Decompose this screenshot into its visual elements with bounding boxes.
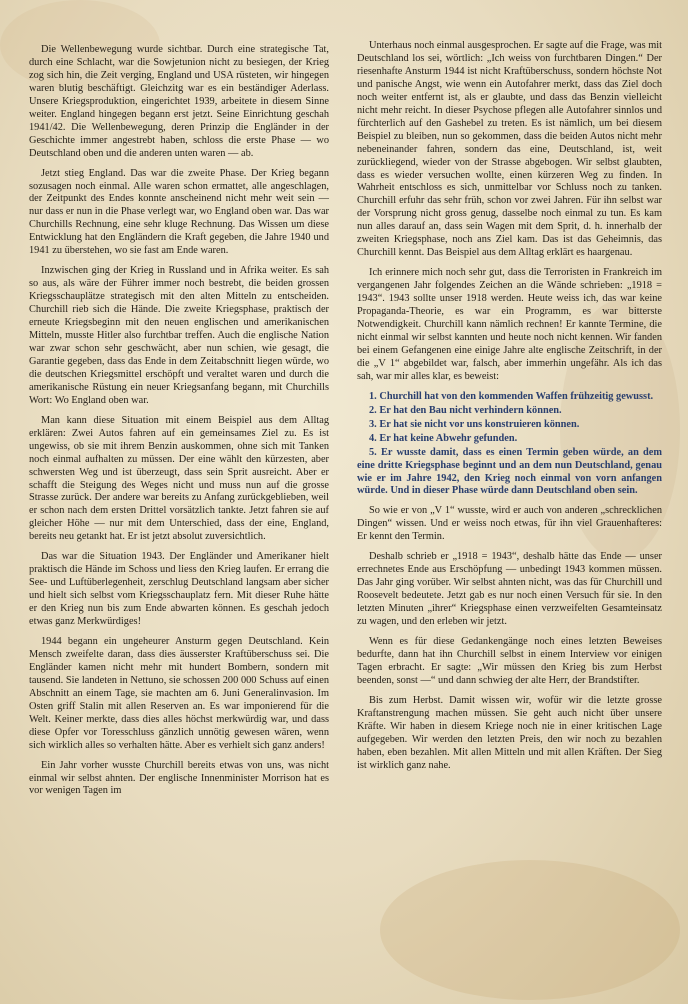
paragraph: So wie er von „V 1“ wusste, wird er auch von anderen „schrecklichen Dingen“ wissen. Und er weiss noch etwas, für ihn viel Grauenhafteres: Er kennt den Termin. bbox=[357, 505, 662, 543]
left-column bbox=[29, 44, 329, 805]
paragraph: Das war die Situation 1943. Der Engländer und Amerikaner hielt praktisch die Hände im Schoss und liess den Krieg laufen. Er errang die See- und Luftüberlegenheit, zerschlug Deutschland langsam aber sicher und hielt sich selbst vom Kriegsschauplatz fern. Mit dieser Ruhe hätte er den Krieg nun bis zum Ende abwarten können. Es geschah jedoch etwas ganz Merkwürdiges! bbox=[29, 551, 329, 628]
proof-list-item: 4. Er hat keine Abwehr gefunden. bbox=[369, 432, 518, 444]
paragraph: 1944 begann ein ungeheurer Ansturm gegen Deutschland. Kein Mensch zweifelte daran, dass dies äusserster Kraftüberschuss sei. Die Engländer kamen nicht mehr mit hundert Bombern, sondern mit tausend. Sie landeten in Nettuno, sie schossen 200 000 Schuss auf einen Abschnitt an einem Tage, sie machten am 6. Juni Generalinvasion. Im Osten griff Stalin mit allen Reserven an. Es war imponierend für die Welt. Keiner merkte, dass dies alles höchst merkwürdig war, und dass diese Opfer vor Toresschluss gänzlich unnötig gewesen wären, wenn sich wirklich alles so verhalten hätte. Aber es verhielt sich ganz anders! bbox=[29, 635, 329, 751]
paper-stain bbox=[380, 860, 680, 1000]
paragraph: Ein Jahr vorher wusste Churchill bereits etwas von uns, was nicht einmal wir selbst ahnten. Der englische Innenminister Morrison hat es vor wenigen Tagen im bbox=[29, 759, 329, 797]
proof-list-item: 2. Er hat den Bau nicht verhindern können. bbox=[369, 404, 562, 416]
paragraph: Inzwischen ging der Krieg in Russland und in Afrika weiter. Es sah so aus, als wäre der Führer immer noch bestrebt, die beiden grossen Kriegsschauplätze strategisch mit den alten Mitteln zu entscheiden. Churchill rieb sich die Hände. Die zweite Kriegsphase, praktisch der erneute Kriegsbeginn mit den neuen englischen und amerikanischen Mitteln, musste Hitler also furchtbar treffen. Auch die englische Nation war zwar schon sehr geschwächt, aber nun schien, wie gesagt, die Garantie gegeben, dass das Ende in dem Zeitabschnitt liegen würde, wo die deutschen Kriegsmittel erschöpft und veraltet waren und durch die amerikanische Rüstung ein neuer Kriegsanfang begann, mit Churchills Wort: Wo England oben war. bbox=[29, 265, 329, 406]
paragraph: Wenn es für diese Gedankengänge noch eines letzten Beweises bedurfte, dann hat ihn Churchill selbst in einem Interview vor einigen Tagen erbracht. Er sagte: „Wir müssen den Krieg bis zum Herbst beenden, sonst —“ und dann schwieg der alte Herr, der Brandstifter. bbox=[357, 635, 662, 686]
right-column bbox=[357, 40, 662, 780]
proof-list-item: 1. Churchill hat von den kommenden Waffen frühzeitig gewusst. bbox=[369, 390, 654, 402]
paragraph: Deshalb schrieb er „1918 = 1943“, deshalb hätte das Ende — unser errechnetes Ende aus Erschöpfung — unbedingt 1943 kommen müssen. Das Jahr ging vorüber. Wir selbst ahnten nicht, was das für Churchill und Roosevelt bedeutete. Jetzt gab es nur noch einen Versuch für sie. In den letzten Minuten „ihrer“ Kriegsphase einen verzweifelten Gesamteinsatz zu wagen, und den erleben wir jetzt. bbox=[357, 551, 662, 628]
paragraph: Unterhaus noch einmal ausgesprochen. Er sagte auf die Frage, was mit Deutschland los sei, wörtlich: „Ich weiss von furchtbaren Dingen.“ Der riesenhafte Ansturm 1944 ist nicht Kraftüberschuss, sondern höchste Not und panische Angst, wie wenn ein Autofahrer merkt, dass das Ziel doch noch weiter entfernt ist, als er glaubte, und dass das Benzin vielleicht nicht mehr reicht. In dieser Psychose pflegen alle Autofahrer sinnlos und fürchterlich auf den Gashebel zu treten. Es ist nämlich, um bei diesem Beispiel zu bleiben, nun so gekommen, dass die beiden Autos nicht mehr nebeneinander fahren, sondern das eine, Deutschland, ist, weit zurückliegend, wieder von der Strasse abgebogen. Wir selbst glaubten, dass es wieder versuchen wollte, einen kürzeren Weg zu finden. In Wahrheit entschloss es sich, unmittelbar vor Schluss noch zu tanken. Churchill erfuhr das sehr früh, schon vor zwei Jahren. Für ihn selbst war der Vorsprung nicht gross genug, dasselbe noch einmal zu tun. Es kam nun alles darauf an, dass sein Wagen mit dem Sprit, d. h. innerhalb der zweiten Kriegsphase, noch ans Ziel kam. Das ist das Geheimnis, das Churchill kennt. Das Beispiel aus dem Alltag erklärt es haargenau. bbox=[357, 40, 662, 259]
paragraph: Die Wellenbewegung wurde sichtbar. Durch eine strategische Tat, durch eine Schlacht, war die Sowjetunion nicht zu besiegen, der Krieg zog sich hin, die Zeit verging, England und USA rüsteten, wir hingegen waren blutig beschäftigt. Gleichzitg war es ein beständiger Aderlass. Unsere Kriegsproduktion, eingerichtet 1939, arbeitete in diesem Sinne weiter. England hingegen begann erst jetzt. Seine Einrichtung geschah 1941/42. Die Wellenbewegung, deren Prinzip die Engländer in der Geschichte immer angestrebt haben, schloss die erste Phase — wo Deutschland oben und die anderen unten waren — ab. bbox=[29, 44, 329, 159]
paragraph: Ich erinnere mich noch sehr gut, dass die Terroristen in Frankreich im vergangenen Jahr folgendes Zeichen an die Wände schrieben: „1918 = 1943“. 1943 sollte unser 1918 werden. Heute weiss ich, das war keine Propaganda-Theorie, es war ein Programm, es war bitterste Notwendigkeit. Churchill kann nämlich rechnen! Er kannte Termine, die nicht einmal wir selbst kannten und heute noch nicht kennen. Wir fanden bei einem Gefangenen eine einige Jahre alte englische Zeitschrift, in der die „V 1“ abgebildet war, falsch, aber immerhin ungefähr. Als ich das sah, war mir alles klar, es beweist: bbox=[357, 267, 662, 382]
proof-list-item: 3. Er hat sie nicht vor uns konstruieren können. bbox=[369, 418, 580, 430]
paragraph: Man kann diese Situation mit einem Beispiel aus dem Alltag erklären: Zwei Autos fahren auf ein gemeinsames Ziel zu. Es ist ungewiss, ob sie mit ihrem Benzin auskommen, ohne sich mit Tanken noch einmal aufhalten zu müssen. Der eine wählt den kürzesten, aber schwersten Weg und ist überzeugt, dass sein Sprit ausreicht. Aber er schafft die Steigung des Weges nicht und muss nun auf die grosse Strasse zurück. Der andere war bereits zu Anfang zurückgeblieben, weil er schon nach dem ersten Drittel vorsätzlich tankte. Jetzt fahren sie auf gleicher Höhe — nur mit dem Unterschied, dass der eine, England, bereits neu getankt hat. Er ist jetzt absolut zuversichtlich. bbox=[29, 414, 329, 543]
paragraph: Jetzt stieg England. Das war die zweite Phase. Der Krieg begann sozusagen noch einmal. Alle waren schon ermattet, alle angeschlagen, der Zeitpunkt des Endes konnte anscheinend nicht mehr weit sein — nur dass er nun in die Phase verlegt war, wo England oben war. Das war Churchills Rechnung, eine sehr kluge Rechnung. Das Wissen um diese Entwicklung hat den Engländern die Kraft gegeben, die Jahre 1940 und 1941 zu überstehen, wo sie fast am Ende waren. bbox=[29, 167, 329, 257]
proof-list-item: 5. Er wusste damit, dass es einen Termin geben würde, an dem eine dritte Kriegsphase beginnt und an dem nun Deutschland, genau wie er im Jahre 1942, den Krieg noch einmal von vorn anfangen würde. Und in dieser Phase würde dann Deutschland oben sein. bbox=[357, 446, 662, 497]
paragraph: Bis zum Herbst. Damit wissen wir, wofür wir die letzte grosse Kraftanstrengung machen müssen. Sie geht auch nicht über unsere Kräfte. Wir haben in diesem Kriege noch nie in einer kritischen Lage aufgegeben. Wir werden den letzten Preis, den wir noch zu bezahlen haben, eben bezahlen. Mit allen Mitteln und mit allen Kräften. Der Sieg ist wirklich ganz nahe. bbox=[357, 694, 662, 771]
proof-list bbox=[357, 391, 662, 499]
